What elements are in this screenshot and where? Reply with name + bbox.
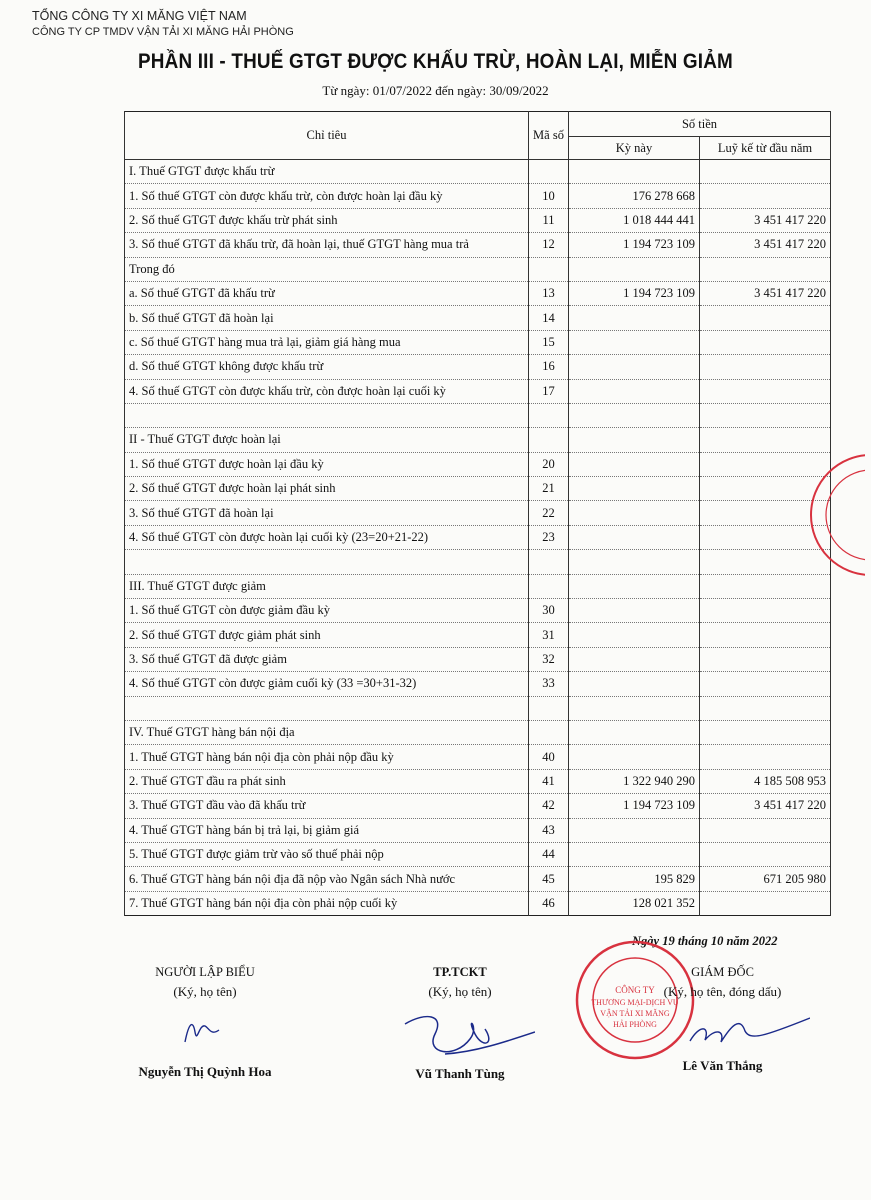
row-code: 46 bbox=[529, 891, 569, 915]
row-ky-nay: 195 829 bbox=[569, 867, 700, 891]
row-code bbox=[529, 720, 569, 744]
table-row bbox=[125, 672, 831, 696]
row-code: 43 bbox=[529, 818, 569, 842]
preparer-note: (Ký, họ tên) bbox=[173, 984, 237, 999]
row-ky-nay: 1 018 444 441 bbox=[569, 208, 700, 232]
row-luy-ke bbox=[700, 160, 831, 184]
row-ky-nay bbox=[569, 160, 700, 184]
row-label: 4. Số thuế GTGT còn được hoàn lại cuối kỳ (23=20+21-22) bbox=[125, 525, 529, 549]
svg-text:VẬN TẢI XI MĂNG: VẬN TẢI XI MĂNG bbox=[600, 1009, 670, 1018]
row-ky-nay: 1 194 723 109 bbox=[569, 794, 700, 818]
row-ky-nay bbox=[569, 477, 700, 501]
row-code: 31 bbox=[529, 623, 569, 647]
row-label: 4. Thuế GTGT hàng bán bị trả lại, bị giảm giá bbox=[125, 818, 529, 842]
table-row bbox=[125, 428, 831, 452]
row-ky-nay bbox=[569, 842, 700, 866]
row-ky-nay bbox=[569, 599, 700, 623]
row-ky-nay bbox=[569, 623, 700, 647]
row-ky-nay: 1 194 723 109 bbox=[569, 233, 700, 257]
table-row bbox=[125, 208, 831, 232]
director-note: (Ký, họ tên, đóng dấu) bbox=[663, 984, 782, 999]
row-label bbox=[125, 403, 529, 427]
row-luy-ke bbox=[700, 745, 831, 769]
row-luy-ke bbox=[700, 184, 831, 208]
row-code: 40 bbox=[529, 745, 569, 769]
row-code: 23 bbox=[529, 525, 569, 549]
row-luy-ke bbox=[700, 842, 831, 866]
header-ma-so: Mã số bbox=[529, 112, 569, 160]
row-label: 3. Số thuế GTGT đã hoàn lại bbox=[125, 501, 529, 525]
row-ky-nay bbox=[569, 525, 700, 549]
row-ky-nay: 128 021 352 bbox=[569, 891, 700, 915]
row-label: 4. Số thuế GTGT còn được giảm cuối kỳ (33 =30+31-32) bbox=[125, 672, 529, 696]
director-signature bbox=[635, 1006, 810, 1056]
table-row bbox=[125, 599, 831, 623]
table-row bbox=[125, 745, 831, 769]
table-row bbox=[125, 867, 831, 891]
row-label: Trong đó bbox=[125, 257, 529, 281]
table-row bbox=[125, 355, 831, 379]
table-row bbox=[125, 794, 831, 818]
row-label: 3. Số thuế GTGT đã được giảm bbox=[125, 647, 529, 671]
row-ky-nay bbox=[569, 574, 700, 598]
row-code: 15 bbox=[529, 330, 569, 354]
row-code: 41 bbox=[529, 769, 569, 793]
row-luy-ke bbox=[700, 720, 831, 744]
table-row bbox=[125, 160, 831, 184]
row-luy-ke bbox=[700, 330, 831, 354]
row-label: 5. Thuế GTGT được giảm trừ vào số thuế phải nộp bbox=[125, 842, 529, 866]
table-row bbox=[125, 452, 831, 476]
row-luy-ke bbox=[700, 257, 831, 281]
header-so-tien: Số tiền bbox=[569, 112, 831, 137]
row-code: 12 bbox=[529, 233, 569, 257]
row-ky-nay bbox=[569, 647, 700, 671]
table-row bbox=[125, 184, 831, 208]
chief-accountant-signature bbox=[385, 1004, 535, 1064]
preparer-block bbox=[120, 965, 290, 1080]
row-luy-ke: 671 205 980 bbox=[700, 867, 831, 891]
row-luy-ke bbox=[700, 672, 831, 696]
row-ky-nay: 1 322 940 290 bbox=[569, 769, 700, 793]
row-luy-ke bbox=[700, 306, 831, 330]
row-label bbox=[125, 550, 529, 574]
table-row bbox=[125, 769, 831, 793]
row-luy-ke: 3 451 417 220 bbox=[700, 208, 831, 232]
row-label: 2. Số thuế GTGT được hoàn lại phát sinh bbox=[125, 477, 529, 501]
row-code bbox=[529, 574, 569, 598]
chief-accountant-block bbox=[385, 965, 535, 1082]
preparer-name: Nguyễn Thị Quỳnh Hoa bbox=[138, 1064, 272, 1079]
row-code bbox=[529, 550, 569, 574]
row-code: 30 bbox=[529, 599, 569, 623]
row-label: d. Số thuế GTGT không được khấu trừ bbox=[125, 355, 529, 379]
row-code: 16 bbox=[529, 355, 569, 379]
row-luy-ke bbox=[700, 647, 831, 671]
table-row bbox=[125, 574, 831, 598]
preparer-role: NGƯỜI LẬP BIỂU bbox=[155, 965, 255, 979]
row-code: 45 bbox=[529, 867, 569, 891]
row-code: 21 bbox=[529, 477, 569, 501]
chief-accountant-name: Vũ Thanh Tùng bbox=[415, 1066, 505, 1081]
table-row bbox=[125, 818, 831, 842]
row-code bbox=[529, 428, 569, 452]
row-luy-ke bbox=[700, 599, 831, 623]
row-ky-nay bbox=[569, 257, 700, 281]
row-code: 10 bbox=[529, 184, 569, 208]
row-luy-ke bbox=[700, 891, 831, 915]
row-label: a. Số thuế GTGT đã khấu trừ bbox=[125, 281, 529, 305]
row-code: 20 bbox=[529, 452, 569, 476]
date-range: Từ ngày: 01/07/2022 đến ngày: 30/09/2022 bbox=[322, 83, 549, 98]
row-label: II - Thuế GTGT được hoàn lại bbox=[125, 428, 529, 452]
header-ky-nay: Kỳ này bbox=[569, 137, 700, 160]
row-code: 17 bbox=[529, 379, 569, 403]
row-label: 1. Số thuế GTGT được hoàn lại đầu kỳ bbox=[125, 452, 529, 476]
row-label: b. Số thuế GTGT đã hoàn lại bbox=[125, 306, 529, 330]
row-code: 32 bbox=[529, 647, 569, 671]
table-body bbox=[125, 160, 831, 916]
row-code: 42 bbox=[529, 794, 569, 818]
table-row bbox=[125, 257, 831, 281]
page-title: PHẦN III - THUẾ GTGT ĐƯỢC KHẤU TRỪ, HOÀN LẠI, MIỄN GIẢM bbox=[138, 50, 733, 73]
company-name: CÔNG TY CP TMDV VẬN TẢI XI MĂNG HẢI PHÒNG bbox=[32, 26, 294, 38]
row-luy-ke bbox=[700, 623, 831, 647]
row-luy-ke bbox=[700, 403, 831, 427]
row-ky-nay bbox=[569, 672, 700, 696]
row-ky-nay bbox=[569, 428, 700, 452]
director-role: GIÁM ĐỐC bbox=[691, 965, 754, 979]
table-row bbox=[125, 403, 831, 427]
table-row bbox=[125, 281, 831, 305]
row-code bbox=[529, 696, 569, 720]
row-label bbox=[125, 696, 529, 720]
row-ky-nay bbox=[569, 745, 700, 769]
director-block bbox=[635, 965, 810, 1074]
table-row bbox=[125, 330, 831, 354]
row-code: 14 bbox=[529, 306, 569, 330]
table-row bbox=[125, 501, 831, 525]
svg-text:HẢI PHÒNG: HẢI PHÒNG bbox=[613, 1020, 657, 1029]
table-row bbox=[125, 525, 831, 549]
row-label: I. Thuế GTGT được khấu trừ bbox=[125, 160, 529, 184]
header-luy-ke: Luỹ kế từ đầu năm bbox=[700, 137, 831, 160]
table-row bbox=[125, 842, 831, 866]
table-row bbox=[125, 233, 831, 257]
row-label: 2. Thuế GTGT đầu ra phát sinh bbox=[125, 769, 529, 793]
row-label: IV. Thuế GTGT hàng bán nội địa bbox=[125, 720, 529, 744]
table-row bbox=[125, 647, 831, 671]
row-ky-nay bbox=[569, 818, 700, 842]
row-label: 1. Số thuế GTGT còn được giảm đầu kỳ bbox=[125, 599, 529, 623]
chief-accountant-role: TP.TCKT bbox=[433, 965, 487, 979]
row-luy-ke: 3 451 417 220 bbox=[700, 233, 831, 257]
vat-table bbox=[124, 111, 831, 916]
row-ky-nay bbox=[569, 696, 700, 720]
table-row bbox=[125, 720, 831, 744]
table-row bbox=[125, 477, 831, 501]
row-luy-ke: 3 451 417 220 bbox=[700, 281, 831, 305]
row-ky-nay: 176 278 668 bbox=[569, 184, 700, 208]
row-code: 22 bbox=[529, 501, 569, 525]
table-row bbox=[125, 891, 831, 915]
table-row bbox=[125, 623, 831, 647]
row-luy-ke bbox=[700, 379, 831, 403]
row-ky-nay bbox=[569, 330, 700, 354]
row-ky-nay bbox=[569, 403, 700, 427]
row-label: 6. Thuế GTGT hàng bán nội địa đã nộp vào Ngân sách Nhà nước bbox=[125, 867, 529, 891]
row-label: III. Thuế GTGT được giảm bbox=[125, 574, 529, 598]
row-ky-nay bbox=[569, 379, 700, 403]
row-label: 2. Số thuế GTGT được giảm phát sinh bbox=[125, 623, 529, 647]
row-luy-ke bbox=[700, 355, 831, 379]
row-luy-ke bbox=[700, 696, 831, 720]
table-row bbox=[125, 696, 831, 720]
row-code bbox=[529, 160, 569, 184]
row-luy-ke: 3 451 417 220 bbox=[700, 794, 831, 818]
table-row bbox=[125, 550, 831, 574]
row-code: 44 bbox=[529, 842, 569, 866]
row-code bbox=[529, 403, 569, 427]
table-row bbox=[125, 306, 831, 330]
row-label: 1. Số thuế GTGT còn được khấu trừ, còn được hoàn lại đầu kỳ bbox=[125, 184, 529, 208]
row-ky-nay bbox=[569, 355, 700, 379]
row-ky-nay bbox=[569, 501, 700, 525]
chief-accountant-note: (Ký, họ tên) bbox=[428, 984, 492, 999]
preparer-signature bbox=[175, 1012, 235, 1052]
edge-stamp-fragment bbox=[805, 440, 865, 590]
row-label: 1. Thuế GTGT hàng bán nội địa còn phải nộp đầu kỳ bbox=[125, 745, 529, 769]
row-ky-nay bbox=[569, 550, 700, 574]
row-code: 11 bbox=[529, 208, 569, 232]
row-label: 4. Số thuế GTGT còn được khấu trừ, còn được hoàn lại cuối kỳ bbox=[125, 379, 529, 403]
row-ky-nay bbox=[569, 306, 700, 330]
row-label: 3. Số thuế GTGT đã khấu trừ, đã hoàn lại, thuế GTGT hàng mua trả bbox=[125, 233, 529, 257]
row-code bbox=[529, 257, 569, 281]
row-ky-nay bbox=[569, 452, 700, 476]
parent-company-name: TỔNG CÔNG TY XI MĂNG VIỆT NAM bbox=[32, 9, 247, 23]
row-label: 7. Thuế GTGT hàng bán nội địa còn phải nộp cuối kỳ bbox=[125, 891, 529, 915]
svg-text:CÔNG TY: CÔNG TY bbox=[615, 985, 655, 995]
row-code: 33 bbox=[529, 672, 569, 696]
row-ky-nay: 1 194 723 109 bbox=[569, 281, 700, 305]
director-name: Lê Văn Thắng bbox=[682, 1058, 763, 1073]
header-chi-tieu: Chỉ tiêu bbox=[125, 112, 529, 160]
row-label: 2. Số thuế GTGT được khấu trừ phát sinh bbox=[125, 208, 529, 232]
row-luy-ke: 4 185 508 953 bbox=[700, 769, 831, 793]
row-ky-nay bbox=[569, 720, 700, 744]
row-label: 3. Thuế GTGT đầu vào đã khấu trừ bbox=[125, 794, 529, 818]
row-luy-ke bbox=[700, 818, 831, 842]
row-code: 13 bbox=[529, 281, 569, 305]
table-row bbox=[125, 379, 831, 403]
sign-date: Ngày 19 tháng 10 năm 2022 bbox=[632, 934, 778, 948]
row-label: c. Số thuế GTGT hàng mua trả lại, giảm giá hàng mua bbox=[125, 330, 529, 354]
svg-text:THƯƠNG MẠI-DỊCH VỤ: THƯƠNG MẠI-DỊCH VỤ bbox=[591, 998, 679, 1007]
